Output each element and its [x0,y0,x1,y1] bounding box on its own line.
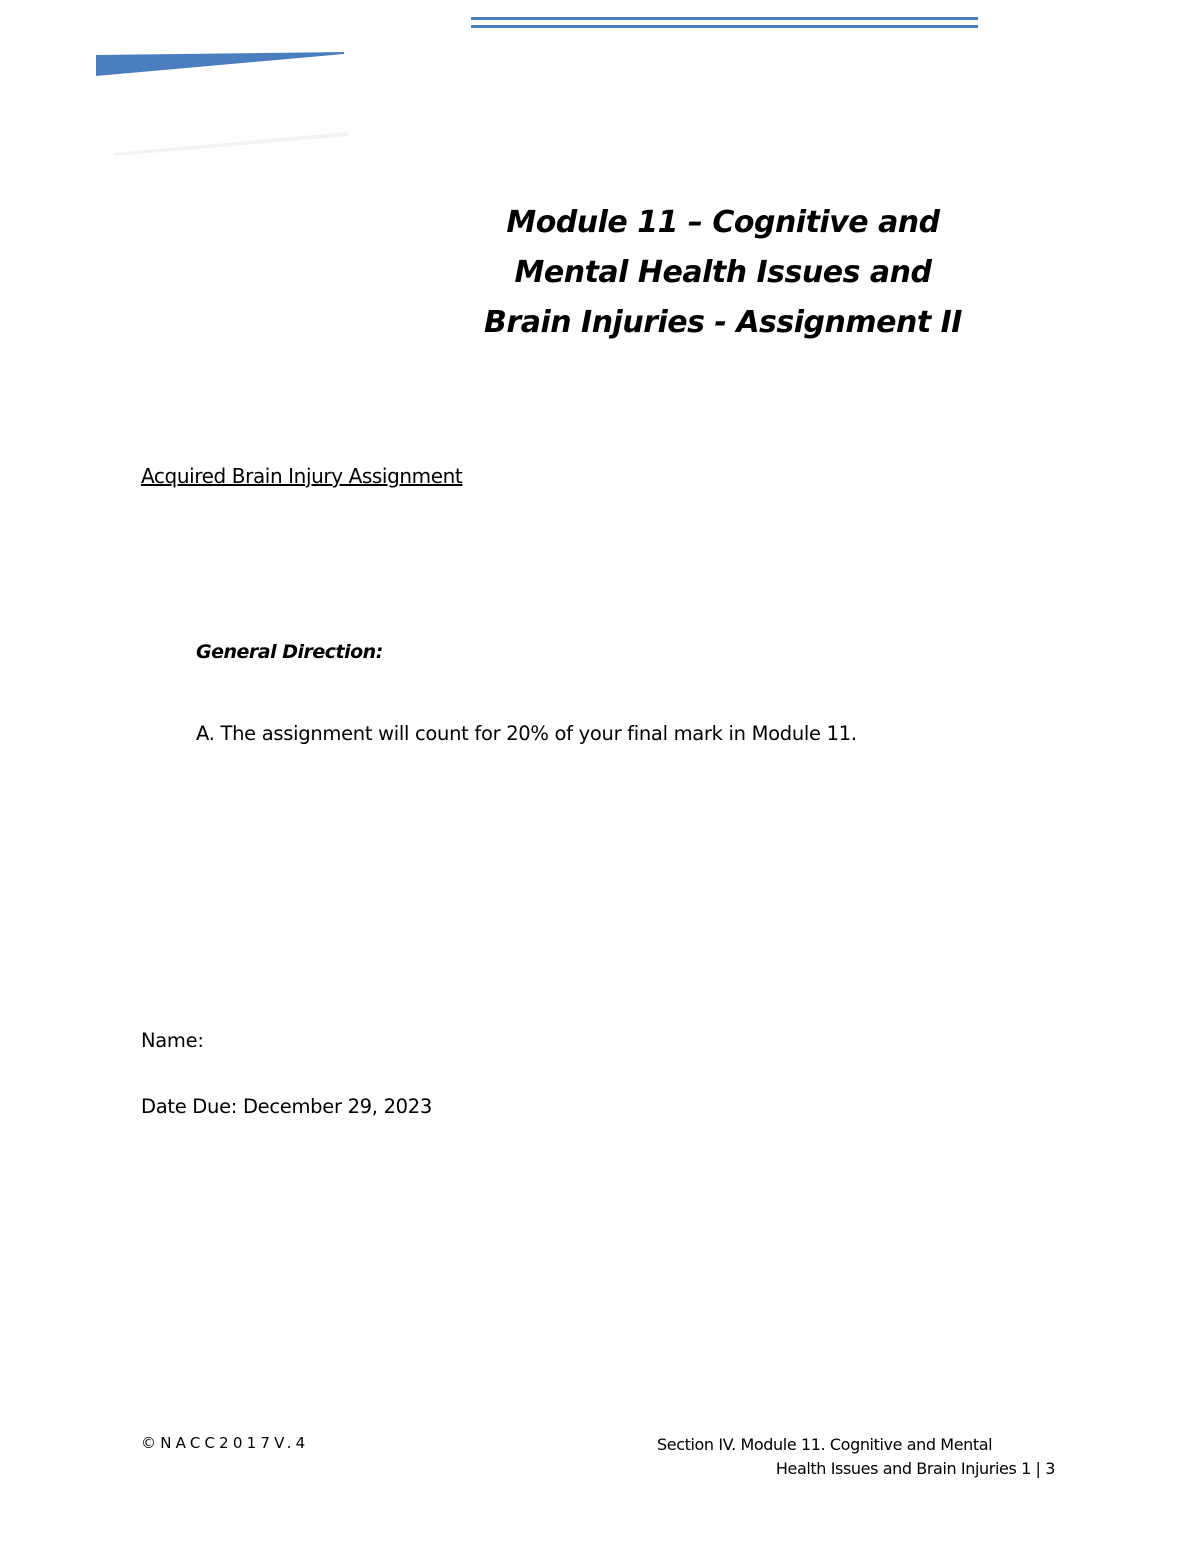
footer-running-title-line-2: Health Issues and Brain Injuries 1 | 3 [775,1459,1055,1478]
direction-item-a: A. The assignment will count for 20% of your final mark in Module 11. [196,722,857,745]
header-graphic-blue-wedge [96,52,344,76]
title-line-1: Module 11 – Cognitive and [506,205,940,240]
header-graphic-faint-wedge [114,132,348,156]
header-rule-top [471,17,978,20]
header-rule-bottom [471,25,978,28]
footer-running-title [635,1433,1055,1481]
date-due: Date Due: December 29, 2023 [141,1095,432,1118]
header-rule [471,17,978,29]
general-direction-label: General Direction: [196,641,383,663]
footer-copyright: ©NACC2017V.4 [141,1434,310,1452]
title-line-2: Mental Health Issues and [514,255,932,290]
header-graphic [96,52,348,156]
footer-running-title-line-1: Section IV. Module 11. Cognitive and Mental [657,1435,993,1454]
name-label: Name: [141,1029,204,1052]
title-line-3: Brain Injuries - Assignment II [484,305,962,340]
document-title [480,198,966,348]
section-heading: Acquired Brain Injury Assignment [141,464,463,488]
